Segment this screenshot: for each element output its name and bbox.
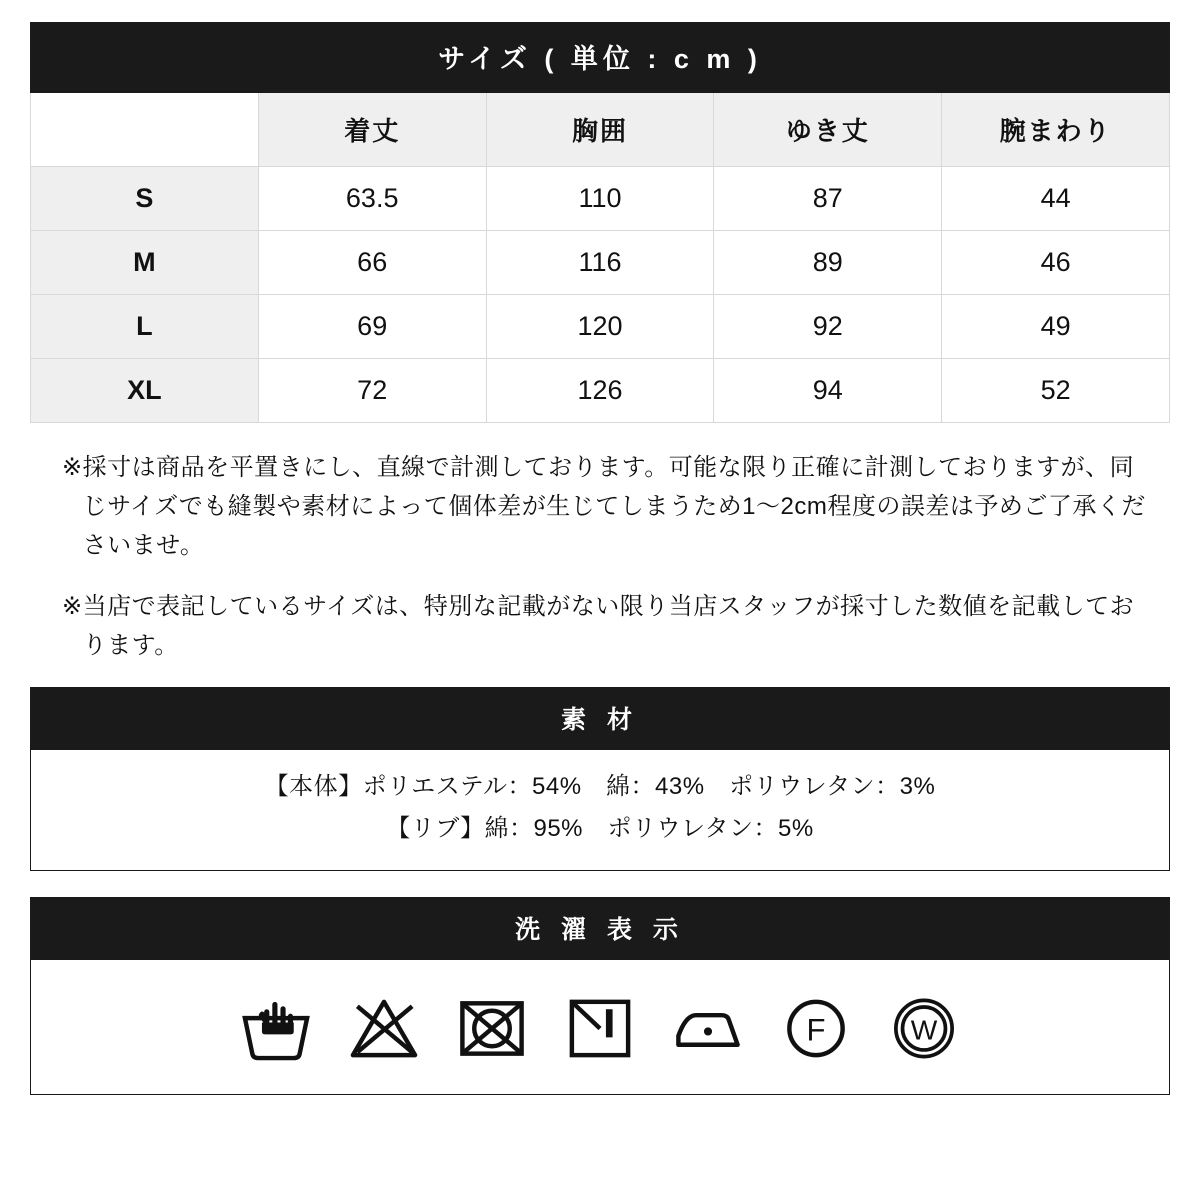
care-section-title: 洗 濯 表 示 [31, 898, 1169, 960]
size-cell: 89 [714, 231, 942, 295]
care-section [30, 897, 1170, 1095]
table-row [31, 295, 1170, 359]
size-row-label: XL [31, 359, 259, 423]
wet-clean-w-icon [887, 990, 961, 1064]
size-cell: 49 [942, 295, 1170, 359]
no-tumble-dry-icon [455, 990, 529, 1064]
size-table-col-header: 腕まわり [942, 93, 1170, 167]
table-row [31, 231, 1170, 295]
table-row [31, 359, 1170, 423]
size-row-label: L [31, 295, 259, 359]
note-text: 採寸は商品を平置きにし、直線で計測しております。可能な限り正確に計測しておりますが、同じサイズでも縫製や素材によって個体差が生じてしまうため1〜2cm程度の誤差は予めご了承くださいませ。 [82, 454, 1146, 559]
svg-text:F: F [806, 1012, 826, 1048]
size-cell: 44 [942, 167, 1170, 231]
size-cell: 116 [486, 231, 714, 295]
hand-wash-icon [239, 990, 313, 1064]
note-item [30, 588, 1170, 666]
size-cell: 126 [486, 359, 714, 423]
size-cell: 63.5 [258, 167, 486, 231]
drip-dry-in-shade-icon [563, 990, 637, 1064]
dry-clean-f-icon [779, 990, 853, 1064]
note-mark: ※ [62, 454, 83, 481]
size-cell: 87 [714, 167, 942, 231]
size-table-col-header: ゆき丈 [714, 93, 942, 167]
material-section-body [31, 750, 1169, 870]
size-table [30, 22, 1170, 423]
size-cell: 66 [258, 231, 486, 295]
size-cell: 46 [942, 231, 1170, 295]
size-cell: 94 [714, 359, 942, 423]
size-cell: 72 [258, 359, 486, 423]
material-line: 【本体】ポリエステル：54% 綿：43% ポリウレタン：3% [264, 773, 936, 801]
care-icon-row [31, 976, 1169, 1074]
size-table-col-header: 着丈 [258, 93, 486, 167]
material-section-title: 素 材 [31, 688, 1169, 750]
material-section [30, 687, 1170, 871]
notes-block [30, 449, 1170, 665]
size-cell: 110 [486, 167, 714, 231]
table-row [31, 167, 1170, 231]
care-section-body [31, 960, 1169, 1094]
size-table-title-row [31, 23, 1170, 93]
note-mark: ※ [62, 592, 83, 620]
size-table-title: サイズ ( 単位 : c m ) [31, 23, 1170, 93]
svg-text:W: W [910, 1014, 938, 1046]
iron-low-icon [671, 990, 745, 1064]
size-cell: 52 [942, 359, 1170, 423]
size-cell: 69 [258, 295, 486, 359]
size-cell: 92 [714, 295, 942, 359]
size-table-header-row [31, 93, 1170, 167]
material-line: 【リブ】綿：95% ポリウレタン：5% [386, 815, 814, 843]
no-bleach-icon [347, 990, 421, 1064]
size-cell: 120 [486, 295, 714, 359]
note-item [30, 449, 1170, 566]
note-text: 当店で表記しているサイズは、特別な記載がない限り当店スタッフが採寸した数値を記載しております。 [82, 592, 1135, 659]
size-row-label: S [31, 167, 259, 231]
size-table-col-header: 胸囲 [486, 93, 714, 167]
size-table-corner-cell [31, 93, 259, 167]
size-row-label: M [31, 231, 259, 295]
